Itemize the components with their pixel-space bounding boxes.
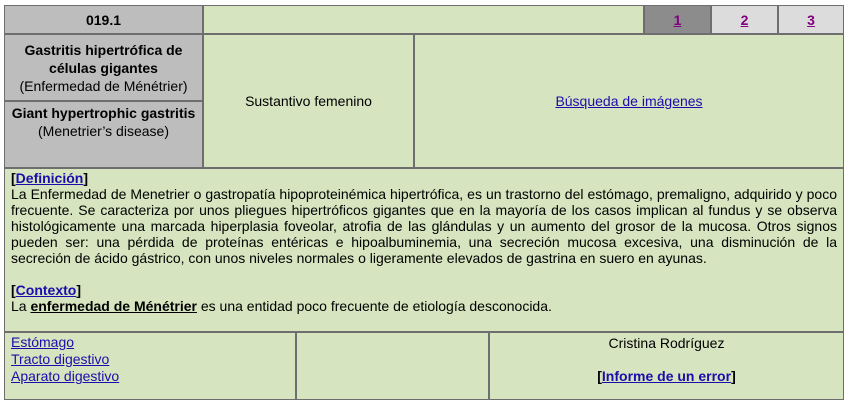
related-links-cell — [4, 332, 296, 400]
entry-code: 019.1 — [85, 11, 122, 28]
related-link-estomago[interactable]: Estómago — [11, 334, 75, 350]
error-report: [Informe de un error] — [597, 368, 736, 384]
page-link-2[interactable]: 2 — [740, 11, 749, 28]
grammar-category: Sustantivo femenino — [245, 93, 372, 109]
english-term-alt: (Menetrier’s disease) — [38, 123, 169, 139]
related-link-tracto-digestivo[interactable]: Tracto digestivo — [11, 351, 110, 367]
author-name: Cristina Rodríguez — [608, 335, 725, 351]
page-link-1[interactable]: 1 — [673, 11, 682, 28]
context-text: La enfermedad de Ménétrier es una entidad poco frecuente de etiología desconocida. — [11, 298, 552, 314]
error-report-link[interactable]: Informe de un error — [601, 368, 732, 384]
header-spacer — [203, 5, 644, 34]
context-heading: [Contexto] — [11, 282, 82, 298]
footer-spacer — [296, 332, 489, 400]
definition-section — [4, 168, 844, 332]
definition-link[interactable]: Definición — [15, 170, 84, 186]
english-term: Giant hypertrophic gastritis — [11, 105, 196, 121]
entry-code-cell — [4, 5, 203, 34]
context-highlight: enfermedad de Ménétrier — [30, 298, 197, 314]
spanish-term: Gastritis hipertrófica de células gigantes — [24, 41, 183, 76]
spanish-term-cell — [4, 34, 203, 101]
related-link-aparato-digestivo[interactable]: Aparato digestivo — [11, 368, 120, 384]
page-tab-2[interactable] — [711, 5, 778, 34]
image-search-cell — [414, 34, 844, 168]
english-term-cell — [4, 101, 203, 168]
page-tab-1[interactable] — [644, 5, 711, 34]
image-search-link[interactable]: Búsqueda de imágenes — [555, 93, 703, 109]
definition-heading: [Definición] — [11, 170, 89, 186]
author-cell — [489, 332, 844, 400]
grammar-category-cell — [203, 34, 414, 168]
page-link-3[interactable]: 3 — [807, 11, 815, 28]
page-tab-3[interactable] — [778, 5, 844, 34]
definition-text: La Enfermedad de Menetrier o gastropatía hipoproteinémica hipertrófica, es un trastorno del estómago, premaligno, adquirido y poco frecuente. Se caracteriza por unos pliegues hipertróficos gigantes que en la mayoría de los casos implican al fundus y se observa histológicamente una marcada hiperplasia foveolar, atrofia de las glándulas y un aumento del grosor de la mucosa. Otros signos pueden ser: una pérdida de proteínas entéricas e hipoalbuminemia, una secreción mucosa excesiva, una disminución de la secreción de ácido gástrico, con unos niveles normales o ligeramente elevados de gastrina en suero en ayunas. — [11, 186, 837, 266]
context-link[interactable]: Contexto — [15, 282, 77, 298]
spanish-term-alt: (Enfermedad de Ménétrier) — [19, 77, 188, 94]
